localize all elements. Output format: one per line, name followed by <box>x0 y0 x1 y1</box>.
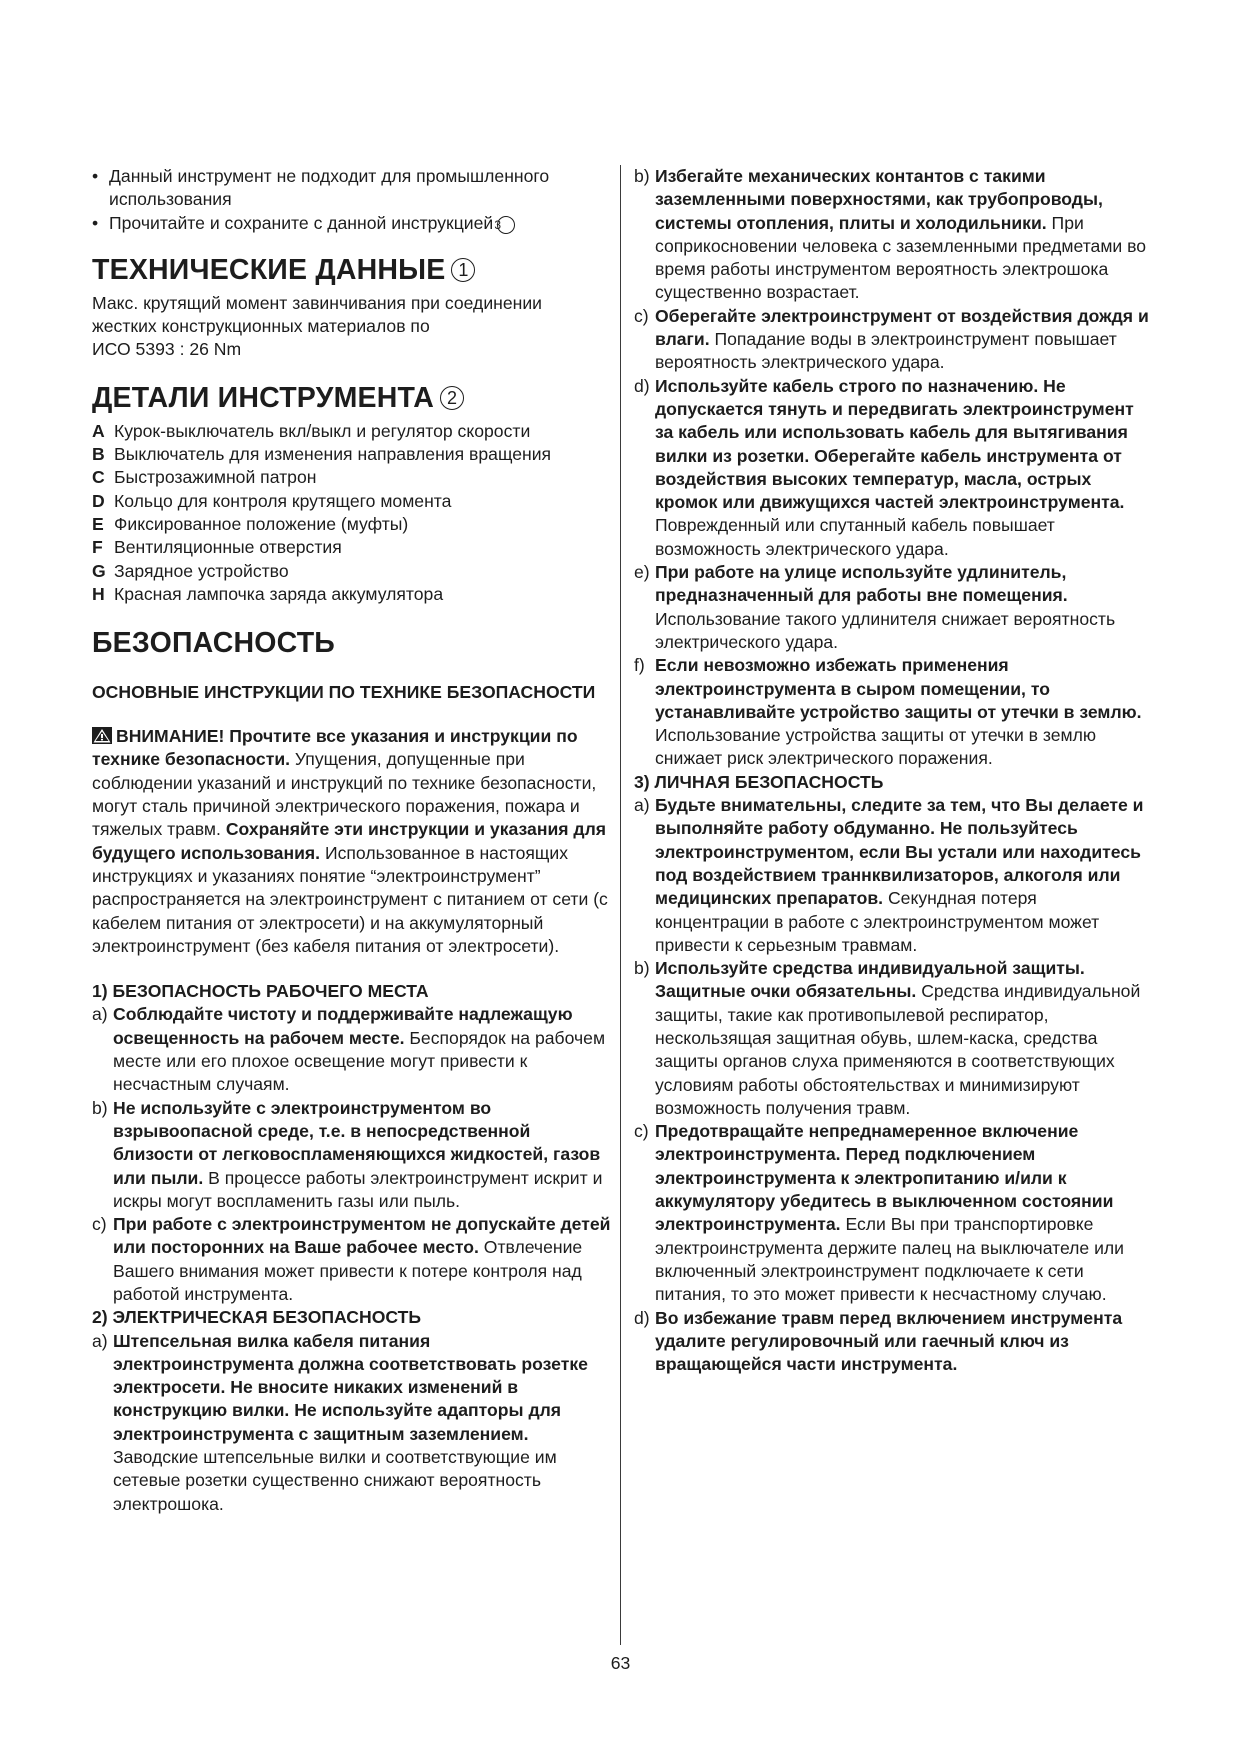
instruction-item <box>634 654 1154 770</box>
parts-list <box>92 420 612 606</box>
item-text: Использование такого удлинителя снижает вероятность электрического удара. <box>655 608 1116 652</box>
item-label: b) <box>634 958 650 979</box>
item-text: Заводские штепсельные вилки и соответствующие им сетевые розетки существенно снижают вероятность электрошока. <box>113 1447 557 1514</box>
figure-ref-badge: 2 <box>440 386 464 410</box>
subsection-heading: ОСНОВНЫЕ ИНСТРУКЦИИ ПО ТЕХНИКЕ БЕЗОПАСНОСТИ <box>92 682 596 703</box>
instruction-item <box>92 1097 612 1213</box>
part-text: Курок-выключатель вкл/выкл и регулятор скорости <box>114 420 531 441</box>
item-text: Поврежденный или спутанный кабель повышает возможность электрического удара. <box>655 515 1055 559</box>
item-bold-text: При работе с электроинструментом не допускайте детей или посторонних на Ваше рабочее место. <box>113 1214 611 1258</box>
part-letter: E <box>92 513 104 534</box>
left-column <box>92 165 612 1516</box>
part-letter: C <box>92 467 105 488</box>
part-row <box>92 490 612 513</box>
work-area-list <box>92 1003 612 1306</box>
figure-ref-badge: 3 <box>497 216 515 234</box>
item-bold-text: Во избежание травм перед включением инструмента удалите регулировочный или гаечный ключ из вращающейся части инструмента. <box>655 1307 1123 1375</box>
electrical-cont-list <box>634 165 1154 771</box>
part-text: Выключатель для изменения направления вращения <box>114 444 552 465</box>
item-bold-text: Соблюдайте чистоту и поддерживайте надлежащую освещенность на рабочем месте. <box>113 1004 573 1048</box>
item-label: d) <box>634 1307 650 1328</box>
part-text: Кольцо для контроля крутящего момента <box>114 490 452 511</box>
part-text: Зарядное устройство <box>114 560 289 581</box>
section-heading: ТЕХНИЧЕСКИЕ ДАННЫЕ 1 <box>92 254 612 286</box>
part-letter: H <box>92 583 105 604</box>
text-line: жестких конструкционных материалов по <box>92 316 430 337</box>
item-label: b) <box>634 166 650 186</box>
item-text: Попадание воды в электроинструмент повышает вероятность электрического удара. <box>655 329 1117 373</box>
section-heading: БЕЗОПАСНОСТЬ <box>92 627 335 660</box>
item-body <box>113 1097 612 1213</box>
item-bold-text: Штепсельная вилка кабеля питания электроинструмента должна соответствовать розетке электросети. Не вносите никаких изменений в конструкцию вилки. Не используйте адапторы для электроинструмента с защитным заземлением. <box>113 1330 588 1444</box>
item-bold-text: Будьте внимательны, следите за тем, что Вы делаете и выполняйте работу обдуманно. Не пользуйтесь электроинструментом, если Вы устали или находитесь под воздействием траннквилизаторов, алкоголя или медицинских препаратов. <box>655 795 1144 909</box>
figure-ref-badge: 1 <box>451 258 475 282</box>
part-text: Фиксированное положение (муфты) <box>114 513 409 534</box>
page-number: 63 <box>610 1653 631 1673</box>
item-label: c) <box>92 1214 107 1235</box>
item-body <box>655 561 1154 654</box>
subsection-title: 1) БЕЗОПАСНОСТЬ РАБОЧЕГО МЕСТА <box>92 981 429 1002</box>
item-body <box>113 1003 612 1096</box>
part-row <box>92 560 612 583</box>
instruction-item <box>92 1330 612 1516</box>
bullet-item: • Прочитайте и сохраните с данной инструкцией3 <box>92 212 612 235</box>
instruction-item <box>92 1003 612 1096</box>
instruction-item <box>634 1120 1154 1306</box>
item-label: c) <box>634 1121 649 1142</box>
item-text: Секундная потеря концентрации в работе с электроинструментом может привести к серьезным травмам. <box>655 888 1100 955</box>
part-row <box>92 466 612 489</box>
item-bold-text: Не используйте с электроинструментом во взрывоопасной среде, т.е. в непосредственной близости от легковоспламеняющихся жидкостей, газов или пыли. <box>113 1097 601 1188</box>
text-line: Макс. крутящий момент завинчивания при соединении <box>92 292 543 313</box>
part-row <box>92 420 612 443</box>
part-row <box>92 513 612 536</box>
item-label: f) <box>634 655 645 676</box>
warning-paragraph: ВНИМАНИЕ! Прочтите все указания и инструкции по технике безопасности. Упущения, допущенные при соблюдении указаний и инструкций по технике безопасности, могут сталь причиной электрического поражения, пожара и тяжелых травм. Сохраняйте эти инструкции и указания для будущего использования. Использованное в настоящих инструкциях и указаниях понятие “электроинструмент” распространяется на электроинструмент с питанием от сети (с кабелем питания от электросети) и на аккумуляторный электроинструмент (без кабеля питания от электросети). <box>92 726 608 956</box>
instruction-item <box>634 375 1154 561</box>
item-text: При соприкосновении человека с заземленными предметами во время работы инструментом вероятность электрошока существенно возрастает. <box>655 212 1147 303</box>
subsection-title: 3) ЛИЧНАЯ БЕЗОПАСНОСТЬ <box>634 771 884 792</box>
item-label: a) <box>634 795 650 816</box>
item-body <box>655 957 1154 1120</box>
instruction-item <box>634 165 1154 305</box>
part-letter: D <box>92 490 105 511</box>
item-label: c) <box>634 305 649 326</box>
item-body <box>113 1213 612 1306</box>
item-bold-text: Оберегайте электроинструмент от воздействия дождя и влаги. <box>655 305 1149 350</box>
item-text: Беспорядок на рабочем месте или его плохое освещение могут привести к несчастным случаям. <box>113 1027 606 1095</box>
item-text: Средства индивидуальной защиты, такие как противопылевой респиратор, нескользящая защитная обувь, шлем-каска, средства защиты органов слуха применяются в соответствующих условиям работы обстоятельствах и минимизируют возможность получения травм. <box>655 981 1141 1118</box>
part-text: Вентиляционные отверстия <box>114 537 342 558</box>
tech-data-text <box>92 292 612 362</box>
instruction-item <box>634 1307 1154 1377</box>
electrical-list <box>92 1330 612 1516</box>
item-bold-text: Предотвращайте непреднамеренное включение электроинструмента. Перед подключением электроинструмента к электропитанию и/или к аккумулятору убедитесь в выключенном состоянии электроинструмента. <box>655 1121 1114 1235</box>
instruction-item <box>634 794 1154 957</box>
item-bold-text: Избегайте механических контантов с такими заземленными поверхностями, как трубопроводы, системы отопления, плиты и холодильники. <box>655 166 1103 233</box>
column-divider <box>620 165 621 1645</box>
item-text: Использование устройства защиты от утечки в землю снижает риск электрического поражения. <box>655 725 1097 769</box>
item-bold-text: Используйте средства индивидуальной защиты. Защитные очки обязательны. <box>655 958 1085 1002</box>
bullet-item: • Данный инструмент не подходит для промышленного использования <box>92 165 612 212</box>
item-body <box>655 1307 1154 1377</box>
part-row <box>92 443 612 466</box>
personal-list <box>634 794 1154 1376</box>
part-text: Быстрозажимной патрон <box>114 467 317 488</box>
part-row <box>92 583 612 606</box>
part-text: Красная лампочка заряда аккумулятора <box>114 583 444 604</box>
item-body <box>655 375 1154 561</box>
part-letter: G <box>92 560 106 581</box>
subsection-title: 2) ЭЛЕКТРИЧЕСКАЯ БЕЗОПАСНОСТЬ <box>92 1307 422 1328</box>
instruction-item <box>92 1213 612 1306</box>
section-heading: ДЕТАЛИ ИНСТРУМЕНТА 2 <box>92 382 612 414</box>
parts-section <box>92 382 612 606</box>
item-label: b) <box>92 1097 108 1118</box>
item-body <box>655 305 1154 375</box>
right-column <box>634 165 1154 1376</box>
part-letter: A <box>92 420 105 441</box>
item-label: e) <box>634 562 650 583</box>
item-text: В процессе работы электроинструмент искрит и искры могут воспламенить газы или пыль. <box>113 1167 603 1211</box>
item-body <box>655 654 1154 770</box>
part-letter: F <box>92 537 103 558</box>
item-bold-text: Если невозможно избежать применения электроинструмента в сыром помещении, то устанавливайте устройство защиты от утечки в землю. <box>655 655 1142 722</box>
item-bold-text: При работе на улице используйте удлинитель, предназначенный для работы вне помещения. <box>655 562 1068 606</box>
part-letter: B <box>92 444 105 465</box>
warning-icon <box>92 727 112 744</box>
item-text: Отвлечение Вашего внимания может привести к потере контроля над работой инструмента. <box>113 1237 583 1304</box>
part-row <box>92 536 612 559</box>
item-bold-text: Используйте кабель строго по назначению. Не допускается тянуть и передвигать электроинструмент за кабель или использовать кабель для вытягивания вилки из розетки. Оберегайте кабель инструмента от воздействия высоких температур, масла, острых кромок или движущихся частей электроинструмента. <box>655 375 1134 513</box>
item-body <box>655 1120 1154 1306</box>
item-body <box>655 165 1154 305</box>
tech-data-section <box>92 254 612 362</box>
item-label: d) <box>634 375 650 396</box>
instruction-item <box>634 305 1154 375</box>
item-text: Если Вы при транспортировке электроинструмента держите палец на выключателе или включенный электроинструмент подключаете к сети питания, то это может привести к несчастному случаю. <box>655 1214 1125 1305</box>
intro-bullets <box>92 165 612 235</box>
item-label: a) <box>92 1004 108 1025</box>
safety-section <box>92 627 612 1516</box>
item-label: a) <box>92 1330 108 1351</box>
text-line: ИСО 5393 : 26 Nm <box>92 339 242 360</box>
item-body <box>655 794 1154 957</box>
instruction-item <box>634 957 1154 1120</box>
instruction-item <box>634 561 1154 654</box>
item-body <box>113 1330 612 1516</box>
